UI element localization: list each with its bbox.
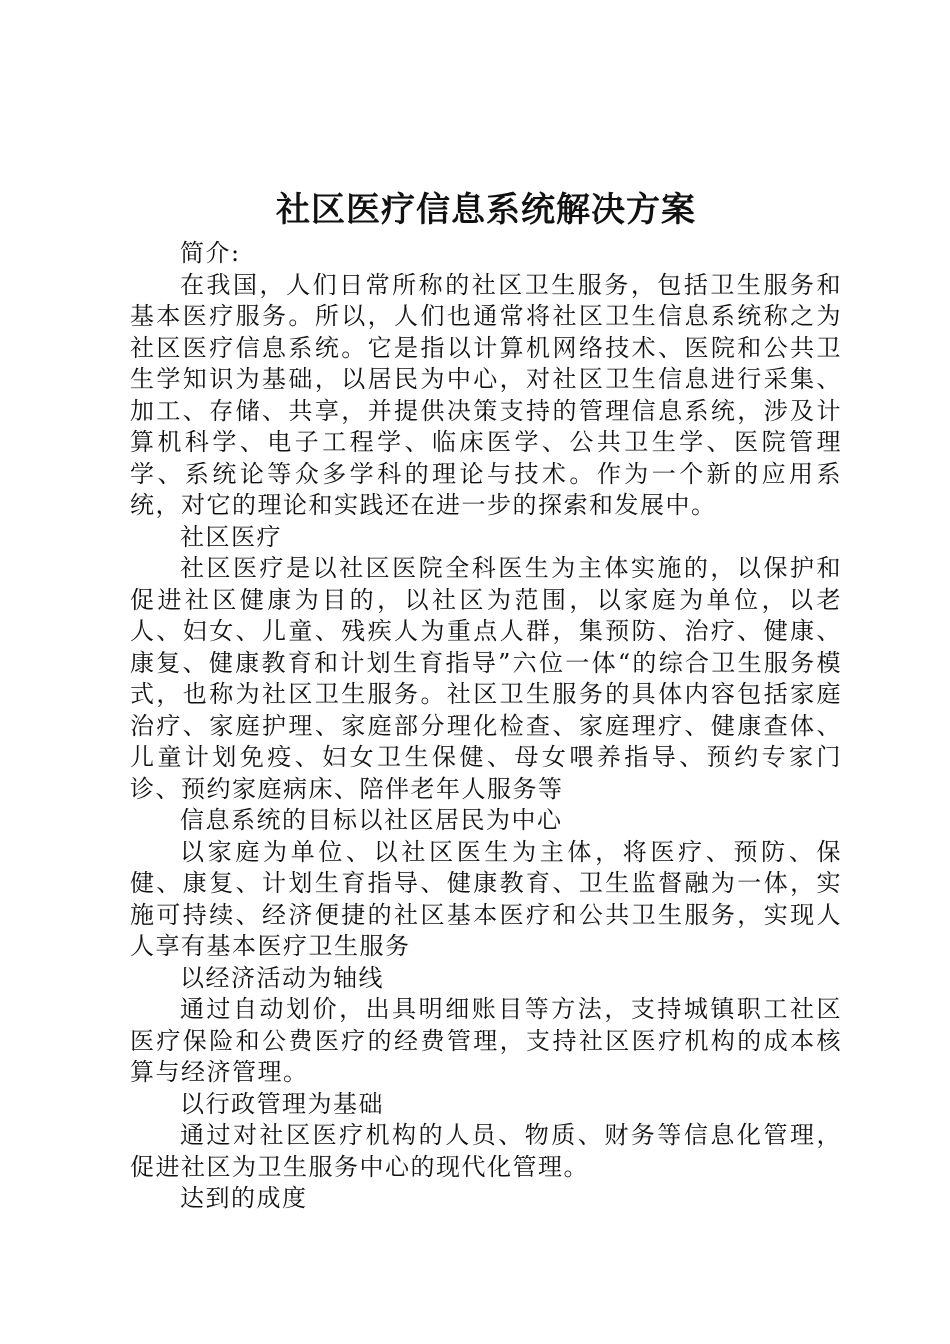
paragraph-administrative: 通过对社区医疗机构的人员、物质、财务等信息化管理，促进社区为卫生服务中心的现代化管理。 <box>130 1121 842 1181</box>
paragraph-system-goal: 以家庭为单位、以社区医生为主体，将医疗、预防、保健、康复、计划生育指导、健康教育、卫生监督融为一体，实施可持续、经济便捷的社区基本医疗和公共卫生服务，实现人人享有基本医疗卫生服务 <box>130 837 842 960</box>
section-heading-intro: 简介: <box>180 239 241 267</box>
section-heading-system-goal: 信息系统的目标以社区居民为中心 <box>180 806 563 834</box>
section-heading-community-medical: 社区医疗 <box>180 522 282 551</box>
paragraph-economic: 通过自动划价，出具明细账目等方法，支持城镇职工社区医疗保险和公费医疗的经费管理，支持社区医疗机构的成本核算与经济管理。 <box>130 995 842 1086</box>
document-page <box>130 190 842 1215</box>
section-heading-administrative: 以行政管理为基础 <box>180 1089 384 1118</box>
paragraph-community-medical: 社区医疗是以社区医院全科医生为主体实施的，以保护和促进社区健康为目的，以社区为范围，以家庭为单位，以老人、妇女、儿童、残疾人为重点人群，集预防、治疗、健康、康复、健康教育和计划生育指导”六位一体“的综合卫生服务模式，也称为社区卫生服务。社区卫生服务的具体内容包括家庭治疗、家庭护理、家庭部分理化检查、家庭理疗、健康查体、儿童计划免疫、妇女卫生保健、母女喂养指导、预约专家门诊、预约家庭病床、陪伴老年人服务等 <box>130 554 842 803</box>
paragraph-intro: 在我国，人们日常所称的社区卫生服务，包括卫生服务和基本医疗服务。所以，人们也通常将社区卫生信息系统称之为社区医疗信息系统。它是指以计算机网络技术、医院和公共卫生学知识为基础，以居民为中心，对社区卫生信息进行采集、加工、存储、共享，并提供决策支持的管理信息系统，涉及计算机科学、电子工程学、临床医学、公共卫生学、医院管理学、系统论等众多学科的理论与技术。作为一个新的应用系统，对它的理论和实践还在进一步的探索和发展中。 <box>130 270 842 519</box>
document-title: 社区医疗信息系统解决方案 <box>276 190 696 230</box>
section-heading-achievement: 达到的成度 <box>180 1184 308 1212</box>
section-heading-economic: 以经济活动为轴线 <box>180 963 384 992</box>
